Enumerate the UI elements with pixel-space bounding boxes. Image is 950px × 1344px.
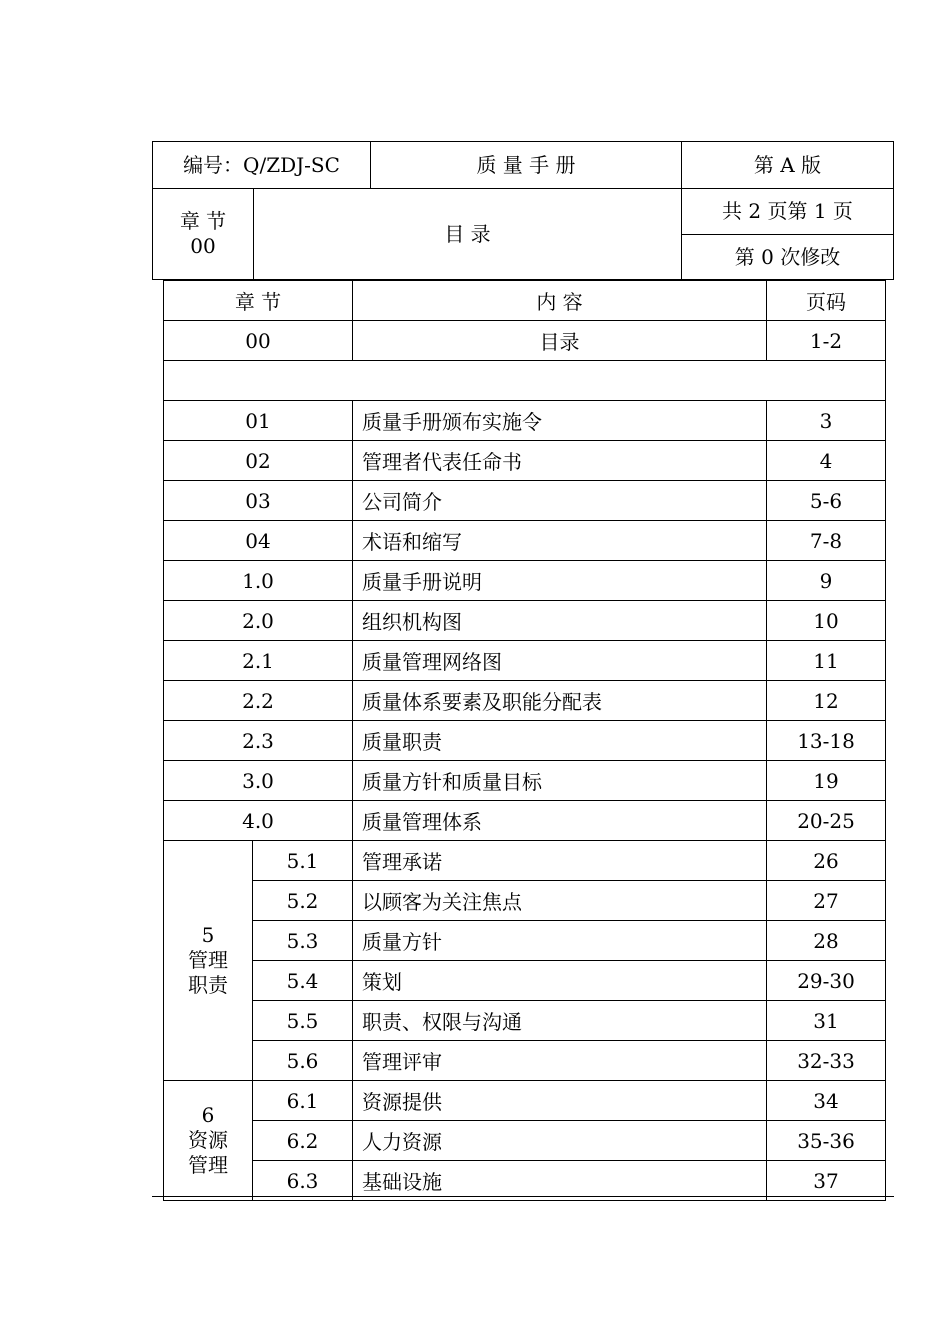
section-number: 6.2: [253, 1121, 353, 1161]
section-number: 00: [164, 321, 353, 361]
section-number: 3.0: [164, 761, 353, 801]
table-row: [164, 721, 886, 761]
table-row: [164, 801, 886, 841]
blank-row: [164, 361, 886, 401]
page-number: 26: [767, 841, 886, 881]
section-number: 2.1: [164, 641, 353, 681]
page-number: 35-36: [767, 1121, 886, 1161]
content-title: 人力资源: [353, 1121, 767, 1161]
page-number: 29-30: [767, 961, 886, 1001]
section-number: 6.3: [253, 1161, 353, 1201]
group-label-line1: 资源: [188, 1128, 228, 1152]
page-number: 4: [767, 441, 886, 481]
content-title: 职责、权限与沟通: [353, 1001, 767, 1041]
table-row: [164, 681, 886, 721]
revision-info: 第 0 次修改: [681, 234, 894, 280]
content-title: 质量体系要素及职能分配表: [353, 681, 767, 721]
table-row: [164, 1001, 886, 1041]
section-number: 5.3: [253, 921, 353, 961]
page-info: 共 2 页第 1 页: [681, 188, 894, 235]
section-number: 4.0: [164, 801, 353, 841]
page-number: 9: [767, 561, 886, 601]
group-label-number: 6: [201, 1103, 215, 1127]
content-title: 质量管理网络图: [353, 641, 767, 681]
page-number: 27: [767, 881, 886, 921]
content-title: 组织机构图: [353, 601, 767, 641]
content-title: 质量手册颁布实施令: [353, 401, 767, 441]
page-number: 28: [767, 921, 886, 961]
table-row: [164, 521, 886, 561]
section-number: 2.2: [164, 681, 353, 721]
table-row: [164, 441, 886, 481]
table-row: [164, 601, 886, 641]
bottom-rule: [152, 1196, 894, 1197]
content-title: 质量方针: [353, 921, 767, 961]
content-title: 质量职责: [353, 721, 767, 761]
section-number: 1.0: [164, 561, 353, 601]
doc-number: 编号：Q/ZDJ-SC: [152, 141, 371, 189]
section-number: 5.6: [253, 1041, 353, 1081]
table-row: [164, 841, 886, 881]
page-number: 31: [767, 1001, 886, 1041]
table-row: [164, 881, 886, 921]
table-row: [164, 921, 886, 961]
content-title: 基础设施: [353, 1161, 767, 1201]
toc-title-cell: 目录: [353, 321, 767, 361]
column-header-page: 页码: [767, 281, 886, 321]
section-number: 2.0: [164, 601, 353, 641]
section-number: 5.2: [253, 881, 353, 921]
document-header: [152, 141, 894, 280]
section-number: 5.5: [253, 1001, 353, 1041]
chapter-value: 00: [190, 234, 216, 258]
page-number: 10: [767, 601, 886, 641]
chapter-cell: [152, 188, 254, 280]
table-row: [164, 481, 886, 521]
group-label-line2: 管理: [188, 1153, 228, 1177]
content-title: 质量方针和质量目标: [353, 761, 767, 801]
toc-header-row: [164, 281, 886, 321]
section-number: 01: [164, 401, 353, 441]
section-number: 5.1: [253, 841, 353, 881]
table-row: [164, 1121, 886, 1161]
page-number: 3: [767, 401, 886, 441]
content-title: 术语和缩写: [353, 521, 767, 561]
section-number: 5.4: [253, 961, 353, 1001]
content-title: 策划: [353, 961, 767, 1001]
table-row: [164, 1161, 886, 1201]
page-number: 7-8: [767, 521, 886, 561]
content-title: 资源提供: [353, 1081, 767, 1121]
table-row: [164, 641, 886, 681]
page-number: 37: [767, 1161, 886, 1201]
page-number: 19: [767, 761, 886, 801]
content-title: 以顾客为关注焦点: [353, 881, 767, 921]
page-number: 11: [767, 641, 886, 681]
page-number: 13-18: [767, 721, 886, 761]
table-row: [164, 961, 886, 1001]
column-header-content: 内 容: [353, 281, 767, 321]
section-number: 02: [164, 441, 353, 481]
page-number: 5-6: [767, 481, 886, 521]
section-number: 03: [164, 481, 353, 521]
toc-table: [163, 280, 886, 1201]
table-row: [164, 761, 886, 801]
section-number: 04: [164, 521, 353, 561]
chapter-label: 章 节: [179, 209, 227, 233]
page-number: 12: [767, 681, 886, 721]
page-number: 20-25: [767, 801, 886, 841]
content-title: 质量手册说明: [353, 561, 767, 601]
group-label: [164, 1081, 253, 1201]
edition: 第 A 版: [681, 141, 894, 189]
table-row: [164, 1041, 886, 1081]
column-header-section: 章 节: [164, 281, 353, 321]
content-title: 管理者代表任命书: [353, 441, 767, 481]
table-row: [164, 401, 886, 441]
content-title: 质量管理体系: [353, 801, 767, 841]
group-label-number: 5: [201, 923, 215, 947]
page-number: 32-33: [767, 1041, 886, 1081]
section-title: 目 录: [253, 188, 682, 280]
section-number: 2.3: [164, 721, 353, 761]
table-row: [164, 321, 886, 361]
group-label-line1: 管理: [188, 948, 228, 972]
content-title: 公司简介: [353, 481, 767, 521]
manual-title: 质 量 手 册: [370, 141, 682, 189]
group-label-line2: 职责: [188, 973, 228, 997]
content-title: 管理评审: [353, 1041, 767, 1081]
group-label: [164, 841, 253, 1081]
table-row: [164, 1081, 886, 1121]
table-row: [164, 561, 886, 601]
page-number: 1-2: [767, 321, 886, 361]
page-number: 34: [767, 1081, 886, 1121]
content-title: 管理承诺: [353, 841, 767, 881]
section-number: 6.1: [253, 1081, 353, 1121]
